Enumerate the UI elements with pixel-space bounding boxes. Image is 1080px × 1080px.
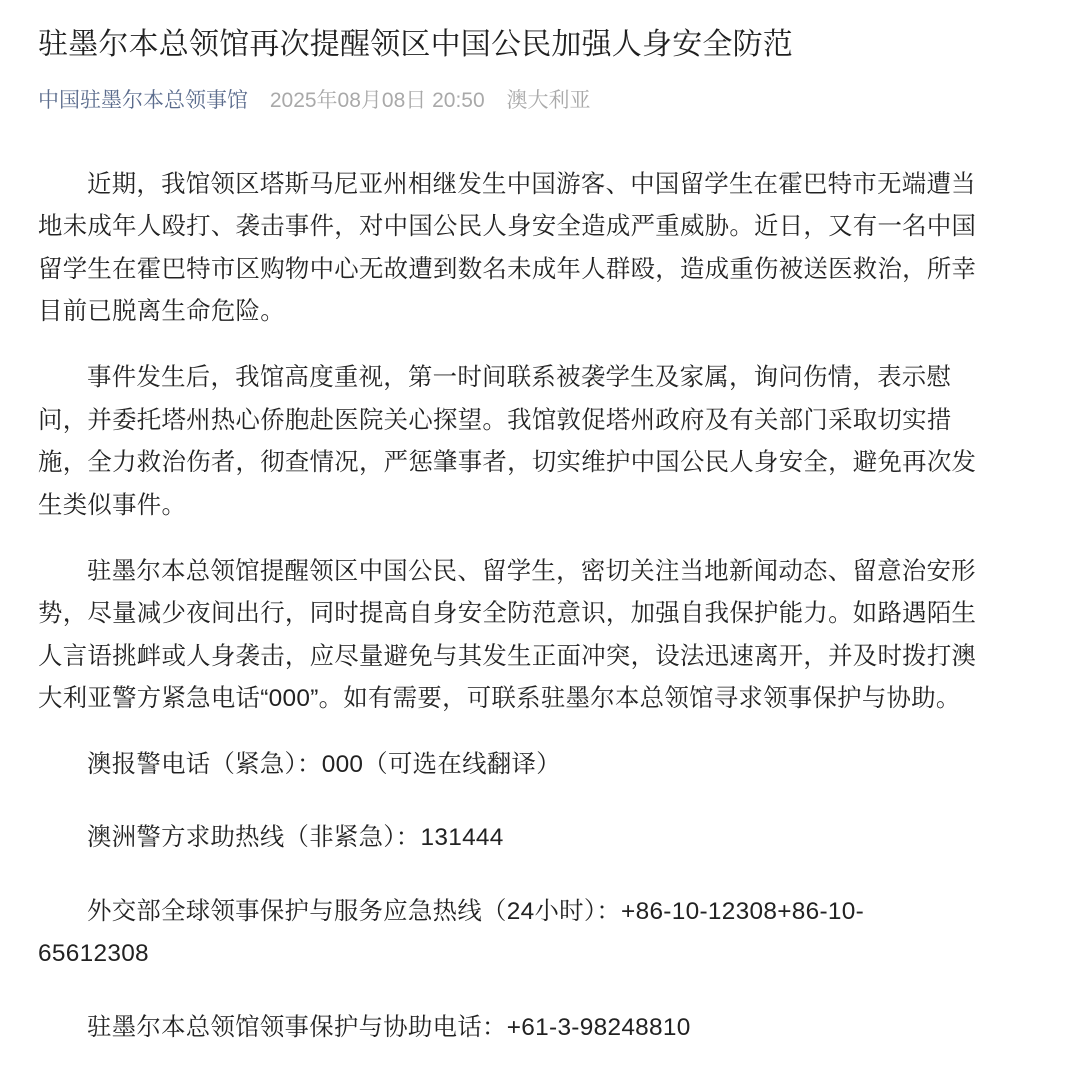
- contact-line: 65612308: [38, 940, 149, 968]
- text-line: 大利亚警方紧急电话“000”。如有需要，可联系驻墨尔本总领馆寻求领事保护与协助。: [38, 684, 961, 712]
- text-line: 留学生在霍巴特市区购物中心无故遭到数名未成年人群殴，造成重伤被送医救治，所幸: [38, 255, 977, 283]
- contact-mfa-hotline: [38, 891, 1038, 976]
- source-link[interactable]: 中国驻墨尔本总领事馆: [38, 89, 248, 112]
- paragraph-response: [38, 357, 1038, 527]
- publish-date: 2025年08月08日 20:50: [269, 89, 485, 112]
- article-body: [38, 164, 1038, 1080]
- text-line: 事件发生后，我馆高度重视，第一时间联系被袭学生及家属，询问伤情，表示慰: [87, 364, 952, 392]
- contact-emergency-police: [38, 744, 1038, 786]
- contact-line: 澳洲警方求助热线（非紧急）：131444: [87, 824, 504, 852]
- paragraph-incident: [38, 164, 1038, 334]
- contact-line: 澳报警电话（紧急）：000（可选在线翻译）: [87, 751, 561, 779]
- contact-line: 外交部全球领事保护与服务应急热线（24小时）：+86-10-12308+86-10-: [87, 897, 865, 925]
- text-line: 地未成年人殴打、袭击事件，对中国公民人身安全造成严重威胁。近日，又有一名中国: [38, 213, 977, 241]
- text-line: 施，全力救治伤者，彻查情况，严惩肇事者，切实维护中国公民人身安全，避免再次发: [38, 449, 977, 477]
- article-meta: [38, 86, 591, 116]
- text-line: 目前已脱离生命危险。: [38, 298, 285, 326]
- location-label: 澳大利亚: [506, 89, 591, 112]
- text-line: 近期，我馆领区塔斯马尼亚州相继发生中国游客、中国留学生在霍巴特市无端遭当: [87, 171, 976, 198]
- contact-line: 驻墨尔本总领馆领事保护与协助电话：+61-3-98248810: [87, 1013, 691, 1041]
- text-line: 势，尽量减少夜间出行，同时提高自身安全防范意识，加强自我保护能力。如路遇陌生: [38, 600, 977, 628]
- text-line: 人言语挑衅或人身袭击，应尽量避免与其发生正面冲突，设法迅速离开，并及时拨打澳: [38, 642, 977, 670]
- text-line: 问，并委托塔州热心侨胞赴医院关心探望。我馆敦促塔州政府及有关部门采取切实措: [38, 406, 952, 434]
- text-line: 生类似事件。: [38, 491, 187, 519]
- paragraph-reminder: [38, 551, 1038, 721]
- article-title: 驻墨尔本总领馆再次提醒领区中国公民加强人身安全防范: [38, 28, 793, 61]
- contact-consulate-phone: [38, 1007, 1038, 1049]
- text-line: 驻墨尔本总领馆提醒领区中国公民、留学生，密切关注当地新闻动态、留意治安形: [87, 557, 976, 585]
- contact-police-non-emergency: [38, 817, 1038, 859]
